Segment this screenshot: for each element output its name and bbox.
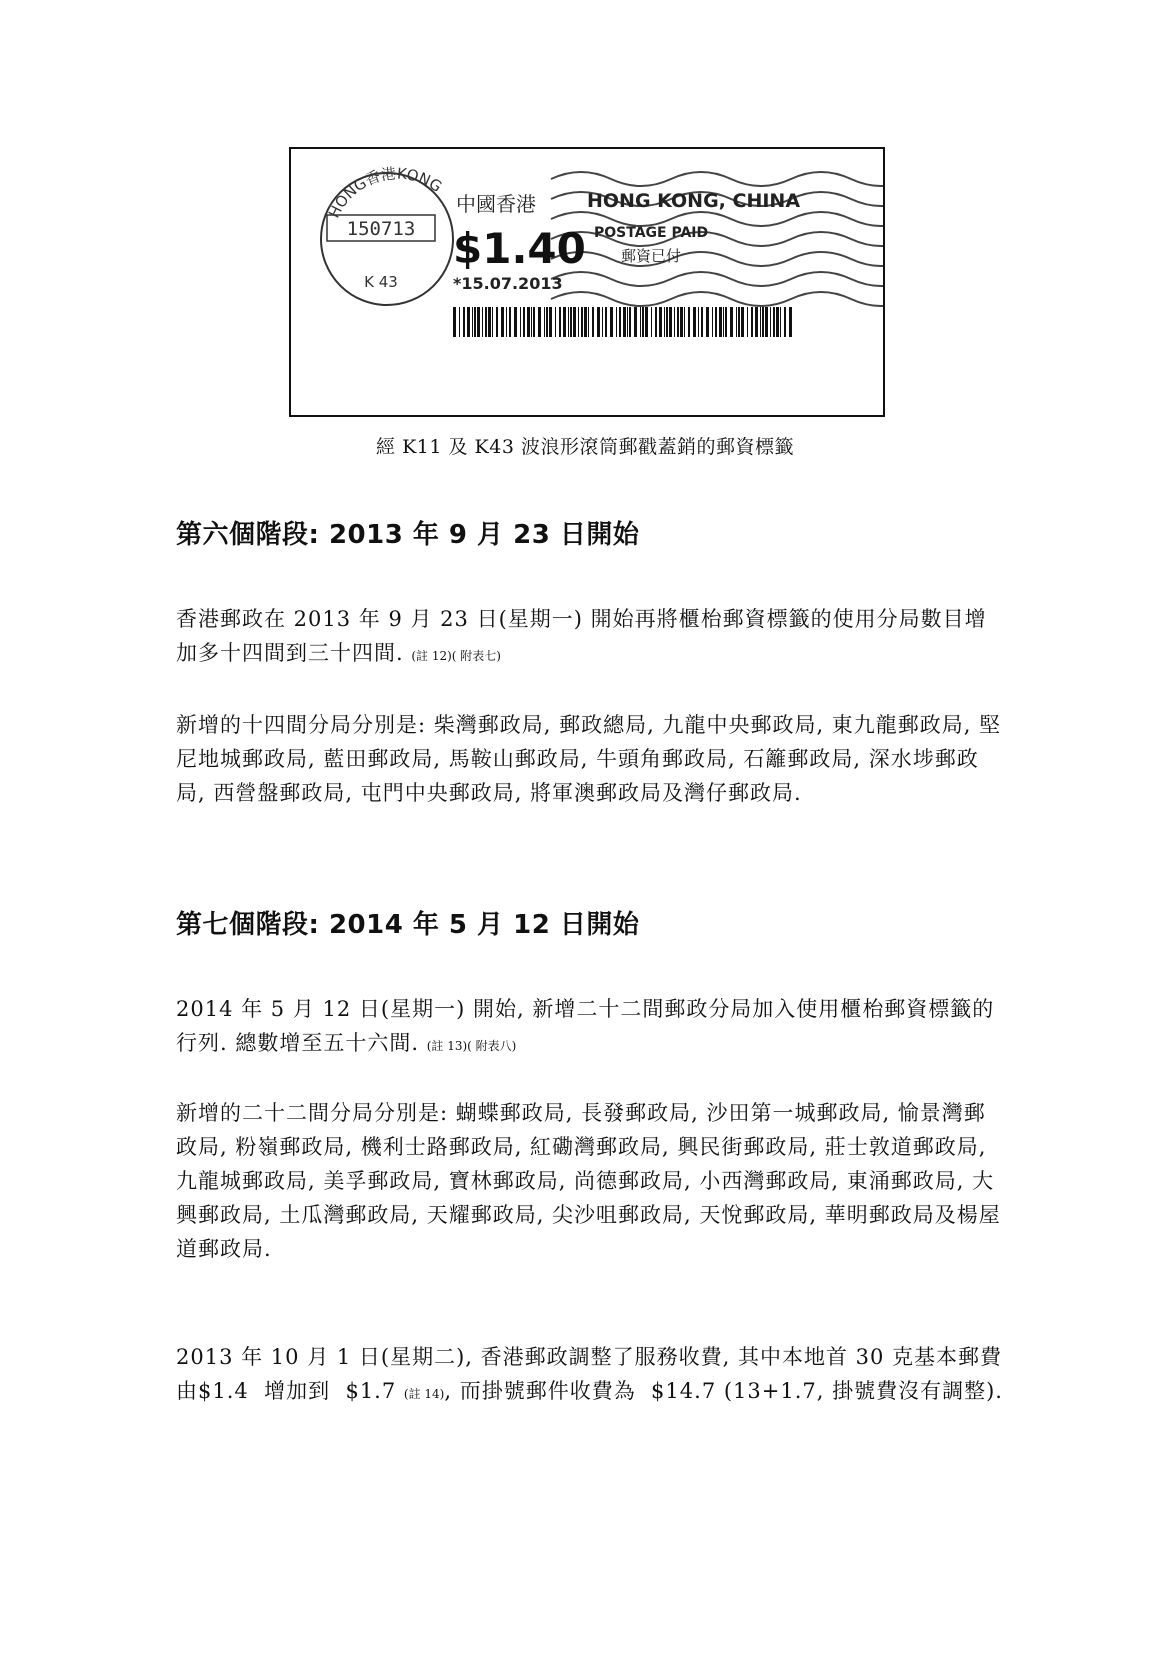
section7-p1-text: 2014 年 5 月 12 日(星期一) 開始, 新增二十二間郵政分局加入使用櫃枱郵資標籤的行列. 總數增至五十六間. [176,997,995,1055]
section6-heading: 第六個階段: 2013 年 9 月 23 日開始 [176,520,640,550]
section7-paragraph2: 新增的二十二間分局分別是: 蝴蝶郵政局, 長發郵政局, 沙田第一城郵政局, 愉景灣郵政局, 粉嶺郵政局, 機利士路郵政局, 紅磡灣郵政局, 興民街郵政局, 莊士敦道郵政局, 九龍城郵政局, 美孚郵政局, 寶林郵政局, 尚德郵政局, 小西灣郵政局, 東涌郵政局, 大興郵政局, 土瓜灣郵政局, 天耀郵政局, 尖沙咀郵政局, 天悅郵政局, 華明郵政局及楊屋道郵政局. [176,1101,1001,1261]
fee-part2: , 而掛號郵件收費為 $14.7 (13+1.7, 掛號費沒有調整). [444,1379,1003,1403]
section6-paragraph2: 新增的十四間分局分別是: 柴灣郵政局, 郵政總局, 九龍中央郵政局, 東九龍郵政局, 堅尼地城郵政局, 藍田郵政局, 馬鞍山郵政局, 牛頭角郵政局, 石籬郵政局, 深水埗郵政局, 西營盤郵政局, 屯門中央郵政局, 將軍澳郵政局及灣仔郵政局. [176,713,1002,805]
postage-paid-en: POSTAGE PAID [594,225,709,241]
postage-label-svg [291,149,883,415]
section6-p1-note: (註 12)( 附表七) [411,649,501,663]
postage-paid-zh: 郵資已付 [621,247,682,265]
section6-paragraph1 [176,602,1006,673]
section7-heading: 第七個階段: 2014 年 5 月 12 日開始 [176,910,640,940]
postmark-code: K 43 [364,273,398,291]
postmark-date: 150713 [346,218,416,240]
chinese-region-text: 中國香港 [456,192,536,216]
image-caption: 經 K11 及 K43 波浪形滾筒郵戳蓋銷的郵資標籤 [376,436,794,458]
fee-adjustment-paragraph [176,1340,1006,1411]
fee-note: (註 14) [403,1387,445,1401]
english-region-text: HONG KONG, CHINA [587,190,801,212]
postage-amount: $1.40 [453,224,586,273]
section6-p1-text: 香港郵政在 2013 年 9 月 23 日(星期一) 開始再將櫃枱郵資標籤的使用分局數目增加多十四間到三十四間. [176,607,987,665]
print-date: *15.07.2013 [453,274,563,293]
postage-label-image [289,147,885,417]
section7-p1-note: (註 13)( 附表八) [426,1039,517,1053]
fee-part1: 2013 年 10 月 1 日(星期二), 香港郵政調整了服務收費, 其中本地首 30 克基本郵費由$1.4 增加到 $1.7 [176,1345,1003,1403]
section7-paragraph1 [176,992,1006,1063]
postmark-ring-text: HONG香港KONG [324,164,446,221]
barcode [453,307,792,337]
